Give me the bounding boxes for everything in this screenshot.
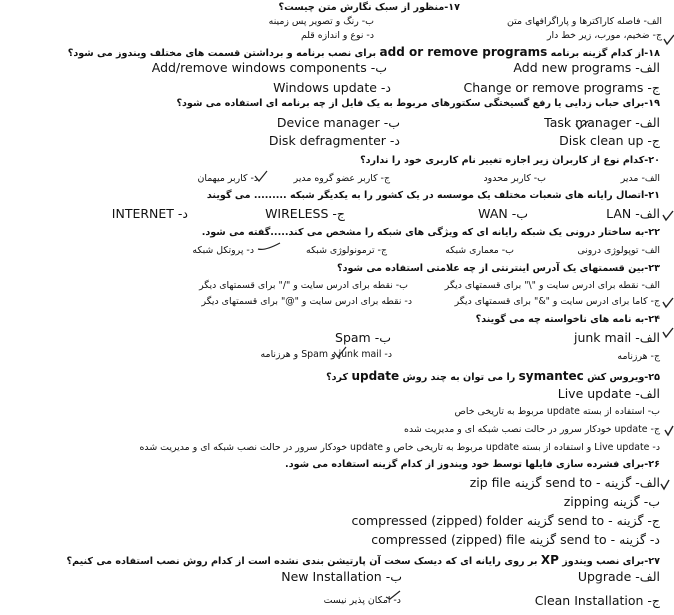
q24-option-a: الف- junk mail [573, 330, 660, 345]
q24-option-d: د- junk mail و Spam و هرزنامه [260, 349, 392, 360]
check-mark-icon [385, 590, 401, 600]
check-mark-icon [575, 120, 589, 130]
q23-option-d: د- نقطه برای ادرس سایت و "@" برای قسمتهای دیگر [201, 296, 412, 307]
check-mark-icon [660, 479, 670, 491]
q23-question: ۲۳-بین قسمتهای یک آدرس اینترنتی از چه علامتی استفاده می شود؟ [337, 263, 660, 274]
q20-option-a: الف- مدیر [620, 173, 660, 184]
check-mark-icon [662, 327, 674, 339]
q24-option-b: ب- Spam [335, 330, 391, 345]
q18-option-a: الف- Add new programs [513, 60, 660, 75]
q18-program-name: add or remove programs [379, 45, 548, 59]
q25-option-c: ج- update خودکار سرور در حالت نصب شبکه ای و مدیریت شده [404, 424, 660, 435]
q27-option-a: الف- Upgrade [577, 569, 660, 584]
q25-question-end: کرد؟ [326, 372, 349, 383]
q17-option-b: ب- رنگ و تصویر پس زمینه [268, 16, 374, 27]
q23-option-a: الف- نقطه برای ادرس سایت و "\" برای قسمتهای دیگر [444, 280, 660, 291]
q22-option-b: ب- معماری شبکه [445, 245, 514, 256]
check-mark-icon [663, 34, 674, 46]
q25-option-d: د- Live update و استفاده از بسته update مربوط به تاریخی خاص و update خودکار سرور در حالت نصب شبکه ای و مدیریت شده [139, 442, 660, 453]
q25-update-term: update [351, 369, 400, 383]
q25-question-start: ۲۵-ویروس کش [587, 372, 660, 383]
q22-option-c: ج- ترمونولوژی شبکه [306, 245, 387, 256]
q17-question: ۱۷-منظور از سبک نگارش متن چیست؟ [278, 2, 460, 13]
q18-question-end: برای نصب برنامه و برداشتن قسمت های مختلف ویندوز می شود؟ [67, 48, 377, 59]
q27-option-b: ب- New Installation [281, 569, 402, 584]
q22-option-a: الف- توپولوژی درونی [577, 245, 660, 256]
q17-option-d: د- نوع و اندازه قلم [300, 30, 374, 41]
q21-option-a: الف- LAN [606, 206, 660, 221]
q26-option-d: د- گزینه - send to گزینه compressed (zipped) file [371, 532, 660, 547]
q19-option-b: ب- Device manager [276, 115, 400, 130]
q23-option-c: ج- کاما برای ادرس سایت و "&" برای قسمتهای دیگر [454, 296, 660, 307]
q17-option-a: الف- فاصله کاراکترها و پاراگرافهای متن [507, 16, 662, 27]
q25-question [326, 369, 660, 384]
q21-option-d: د- INTERNET [111, 206, 188, 221]
check-mark-icon [254, 170, 268, 182]
q27-option-c: ج- Clean Installation [534, 593, 660, 608]
q22-question: ۲۲-به ساختار درونی یک شبکه رایانه ای که ویژگی های شبکه را مشخص می کند.....گفته می شود. [201, 227, 660, 238]
q19-option-a: الف- Task manager [544, 115, 660, 130]
q20-option-c: ج- کاربر عضو گروه مدیر [293, 173, 390, 184]
check-mark-icon [662, 297, 674, 309]
q19-option-d: د- Disk defragmenter [268, 133, 400, 148]
q24-question: ۲۴-به نامه های ناخواسته چه می گویند؟ [475, 314, 660, 325]
q25-option-a: الف- Live update [557, 386, 660, 401]
q20-question: ۲۰-کدام نوع از کاربران زیر اجازه تغییر نام کاربری خود را ندارد؟ [360, 155, 660, 166]
q25-question-middle: را می توان به چند روش [402, 372, 516, 383]
q27-option-d: د- امکان پذیر نیست [323, 595, 401, 606]
q21-option-c: ج- WIRELESS [265, 206, 345, 221]
q25-antivirus-name: symantec [518, 369, 584, 383]
q26-option-a: الف- گزینه - send to گزینه zip file [469, 475, 660, 490]
q17-option-c: ج- ضخیم، مورب، زیر خط دار [547, 30, 662, 41]
check-mark-icon [664, 425, 674, 437]
check-mark-icon [662, 210, 674, 222]
q19-option-c: ج- Disk clean up [559, 133, 660, 148]
q27-question [67, 553, 661, 568]
q21-option-b: ب- WAN [478, 206, 528, 221]
q24-option-c: ج- هرزنامه [617, 351, 660, 362]
q22-option-d: د- پروتکل شبکه [192, 245, 254, 256]
q18-question [68, 45, 660, 60]
q18-question-start: ۱۸-از کدام گزینه برنامه [550, 48, 660, 59]
q19-question: ۱۹-برای حباب زدایی یا رفع گسیختگی سکتورهای مربوط به یک فایل از چه برنامه ای استفاده می شود؟ [176, 98, 660, 109]
q26-option-c: ج- گزینه - send to گزینه compressed (zipped) folder [351, 513, 660, 528]
q23-option-b: ب- نقطه برای ادرس سایت و "/" برای قسمتهای دیگر [199, 280, 408, 291]
q20-option-b: ب- کاربر محدود [483, 173, 546, 184]
q21-question: ۲۱-اتصال رایانه های شعبات مختلف یک موسسه در یک کشور را به یکدیگر شبکه ......... می گویند [206, 190, 660, 201]
q20-option-d: د- کاربر میهمان [197, 173, 258, 184]
check-mark-icon [333, 346, 347, 358]
q26-question: ۲۶-برای فشرده سازی فایلها توسط خود ویندوز از کدام گزینه استفاده می شود. [285, 459, 660, 470]
q26-option-b: ب- گزینه zipping [563, 494, 660, 509]
q27-question-end: بر روی رایانه ای که دیسک سخت آن پارتیشن بندی نشده است از کدام روش نصب استفاده می کنیم؟ [66, 556, 538, 567]
q18-option-c: ج- Change or remove programs [463, 80, 660, 95]
q18-option-b: ب- Add/remove windows components [151, 60, 387, 75]
q27-windows-version: XP [540, 553, 559, 567]
q27-question-start: ۲۷-برای نصب ویندوز [562, 556, 660, 567]
check-mark-icon [257, 242, 281, 252]
q18-option-d: د- Windows update [273, 80, 391, 95]
q25-option-b: ب- استفاده از بسته update مربوط به تاریخی خاص [454, 406, 660, 417]
